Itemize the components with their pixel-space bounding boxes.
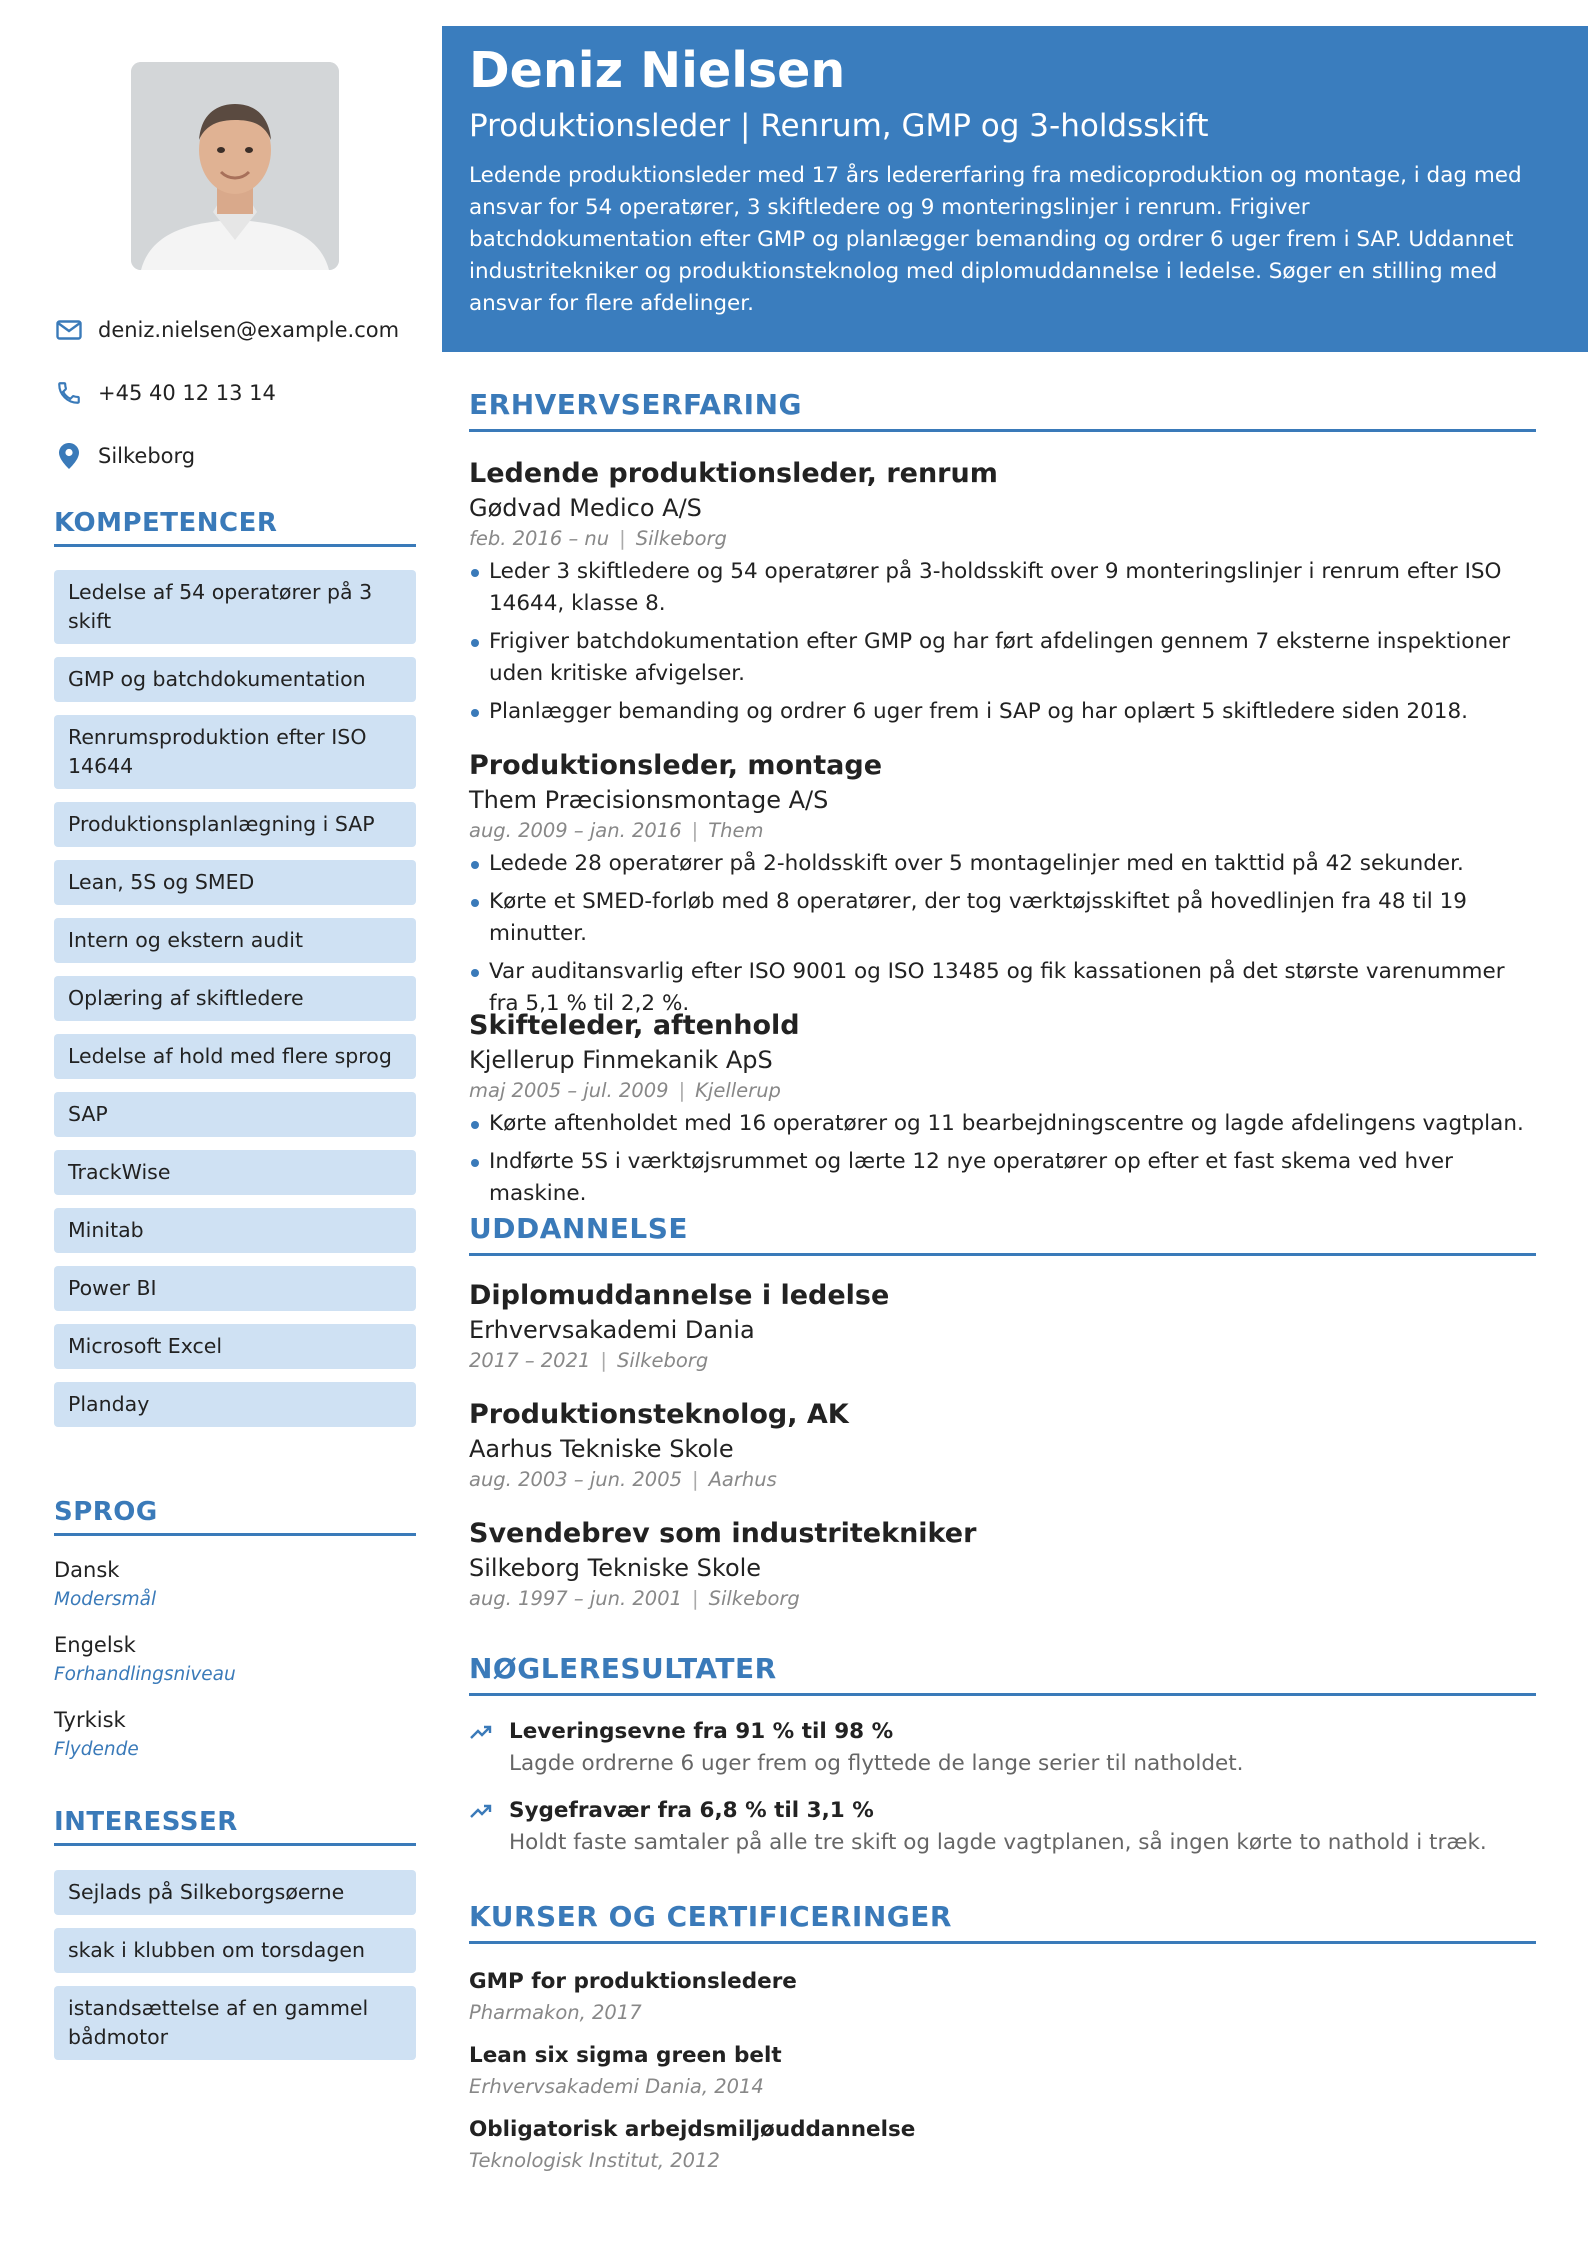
separator: | xyxy=(692,1468,699,1491)
education-period: aug. 1997 – jun. 2001 xyxy=(469,1587,683,1610)
education-place: Aarhus xyxy=(708,1468,777,1491)
experience-heading: ERHVERVSERFARING xyxy=(469,388,1536,432)
language-name: Dansk xyxy=(54,1558,120,1582)
phone-icon xyxy=(54,378,84,408)
languages-heading: SPROG xyxy=(54,1497,416,1536)
header-band xyxy=(442,26,1588,352)
education-title: Svendebrev som industritekniker xyxy=(469,1518,977,1549)
course-meta: Teknologisk Institut, 2012 xyxy=(469,2149,720,2172)
email-text: deniz.nielsen@example.com xyxy=(98,318,400,342)
job-bullet: Kørte aftenholdet med 16 operatører og 11 bearbejdningscentre og lagde afdelingens vagtplan. xyxy=(469,1108,1536,1140)
trending-up-icon xyxy=(469,1801,493,1825)
skill-chip: Produktionsplanlægning i SAP xyxy=(54,802,416,847)
job-entry xyxy=(469,1008,1536,1216)
job-company: Gødvad Medico A/S xyxy=(469,494,702,522)
education-place: Silkeborg xyxy=(616,1349,709,1372)
result-item xyxy=(469,1795,1536,1859)
job-bullet: Ledede 28 operatører på 2-holdsskift over 5 montagelinjer med en takttid på 42 sekunder. xyxy=(469,848,1536,880)
course-item xyxy=(469,1966,1536,2028)
profile-summary: Ledende produktionsleder med 17 års ledererfaring fra medicoproduktion og montage, i dag med ansvar for 54 operatører, 3 skiftledere og 9 monteringslinjer i renrum. Frigiver batchdokumentation efter GMP og planlægger bemanding og ordrer 6 uger frem i SAP. Uddannet industritekniker og produktionsteknolog med diplomuddannelse i ledelse. Søger en stilling med ansvar for flere afdelinger. xyxy=(469,163,1522,316)
skill-chip: Minitab xyxy=(54,1208,416,1253)
separator: | xyxy=(678,1079,686,1102)
interests-list xyxy=(54,1870,416,2073)
education-school: Aarhus Tekniske Skole xyxy=(469,1435,734,1463)
course-title: GMP for produktionsledere xyxy=(469,1969,797,1994)
job-title: Skifteleder, aftenhold xyxy=(469,1010,800,1041)
education-entry xyxy=(469,1278,1536,1376)
contact-location xyxy=(54,436,416,476)
skill-chip: Microsoft Excel xyxy=(54,1324,416,1369)
separator: | xyxy=(619,527,626,550)
course-title: Lean six sigma green belt xyxy=(469,2043,782,2068)
education-meta xyxy=(469,1346,1536,1376)
job-title: Ledende produktionsleder, renrum xyxy=(469,458,998,489)
language-name: Tyrkisk xyxy=(54,1708,126,1732)
education-place: Silkeborg xyxy=(708,1587,800,1610)
result-desc: Holdt faste samtaler på alle tre skift og lagde vagtplanen, så ingen kørte to nathold i træk. xyxy=(509,1830,1487,1855)
result-item xyxy=(469,1716,1536,1780)
skill-chip: TrackWise xyxy=(54,1150,416,1195)
language-level: Forhandlingsniveau xyxy=(54,1664,236,1685)
job-bullet: Var auditansvarlig efter ISO 9001 og ISO 13485 og fik kassationen på det største varenummer fra 5,1 % til 2,2 %. xyxy=(469,956,1536,1020)
job-meta xyxy=(469,816,1536,846)
education-school: Erhvervsakademi Dania xyxy=(469,1316,755,1344)
course-meta: Erhvervsakademi Dania, 2014 xyxy=(469,2075,764,2098)
job-company: Kjellerup Finmekanik ApS xyxy=(469,1046,773,1074)
job-company: Them Præcisionsmontage A/S xyxy=(469,786,829,814)
language-level: Flydende xyxy=(54,1739,139,1760)
education-meta xyxy=(469,1584,1536,1614)
course-title: Obligatorisk arbejdsmiljøuddannelse xyxy=(469,2117,916,2142)
education-heading: UDDANNELSE xyxy=(469,1212,1536,1256)
language-level: Modersmål xyxy=(54,1589,157,1610)
education-title: Produktionsteknolog, AK xyxy=(469,1399,849,1430)
map-pin-icon xyxy=(54,441,84,471)
job-period: maj 2005 – jul. 2009 xyxy=(469,1079,669,1102)
job-entry xyxy=(469,456,1536,734)
interest-chip: Sejlads på Silkeborgsøerne xyxy=(54,1870,416,1915)
job-bullet: Leder 3 skiftledere og 54 operatører på 3-holdsskift over 9 monteringslinjer i renrum efter ISO 14644, klasse 8. xyxy=(469,556,1536,620)
interest-chip: skak i klubben om torsdagen xyxy=(54,1928,416,1973)
skill-chip: Lean, 5S og SMED xyxy=(54,860,416,905)
location-text: Silkeborg xyxy=(98,444,196,468)
separator: | xyxy=(692,1587,699,1610)
education-entry xyxy=(469,1397,1536,1495)
job-period: feb. 2016 – nu xyxy=(469,527,610,550)
skill-chip: Ledelse af hold med flere sprog xyxy=(54,1034,416,1079)
skill-chip: Power BI xyxy=(54,1266,416,1311)
skill-chip: Planday xyxy=(54,1382,416,1427)
job-bullet: Planlægger bemanding og ordrer 6 uger frem i SAP og har oplært 5 skiftledere siden 2018. xyxy=(469,696,1536,728)
skill-chip: Intern og ekstern audit xyxy=(54,918,416,963)
skill-chip: SAP xyxy=(54,1092,416,1137)
job-place: Them xyxy=(708,819,764,842)
job-bullet: Frigiver batchdokumentation efter GMP og har ført afdelingen gennem 7 eksterne inspektioner uden kritiske afvigelser. xyxy=(469,626,1536,690)
results-heading: NØGLERESULTATER xyxy=(469,1652,1536,1696)
skill-chip: Oplæring af skiftledere xyxy=(54,976,416,1021)
skills-heading: KOMPETENCER xyxy=(54,508,416,547)
contact-email[interactable] xyxy=(54,310,416,350)
contact-phone[interactable] xyxy=(54,373,416,413)
language-item xyxy=(54,1555,416,1630)
job-bullet: Kørte et SMED-forløb med 8 operatører, der tog værktøjsskiftet på hovedlinjen fra 48 til 19 minutter. xyxy=(469,886,1536,950)
language-name: Engelsk xyxy=(54,1633,136,1657)
job-meta xyxy=(469,1076,1536,1106)
person-title: Produktionsleder | Renrum, GMP og 3-holdsskift xyxy=(469,108,1209,144)
courses-heading: KURSER OG CERTIFICERINGER xyxy=(469,1900,1536,1944)
job-title: Produktionsleder, montage xyxy=(469,750,883,781)
skill-chip: GMP og batchdokumentation xyxy=(54,657,416,702)
education-school: Silkeborg Tekniske Skole xyxy=(469,1554,762,1582)
job-place: Kjellerup xyxy=(695,1079,781,1102)
language-item xyxy=(54,1630,416,1705)
language-item xyxy=(54,1705,416,1780)
interest-chip: istandsættelse af en gammel bådmotor xyxy=(54,1986,416,2060)
education-title: Diplomuddannelse i ledelse xyxy=(469,1280,890,1311)
course-item xyxy=(469,2040,1536,2102)
skills-list xyxy=(54,570,416,1440)
job-meta xyxy=(469,524,1536,554)
job-bullets xyxy=(469,848,1536,1020)
education-meta xyxy=(469,1465,1536,1495)
education-period: aug. 2003 – jun. 2005 xyxy=(469,1468,683,1491)
course-item xyxy=(469,2114,1536,2176)
job-period: aug. 2009 – jan. 2016 xyxy=(469,819,682,842)
education-entry xyxy=(469,1516,1536,1614)
result-title: Leveringsevne fra 91 % til 98 % xyxy=(509,1719,894,1744)
result-desc: Lagde ordrerne 6 uger frem og flyttede de lange serier til natholdet. xyxy=(509,1751,1244,1776)
phone-text: +45 40 12 13 14 xyxy=(98,381,276,405)
skill-chip: Ledelse af 54 operatører på 3 skift xyxy=(54,570,416,644)
languages-list xyxy=(54,1555,416,1780)
skill-chip: Renrumsproduktion efter ISO 14644 xyxy=(54,715,416,789)
job-bullet: Indførte 5S i værktøjsrummet og lærte 12 nye operatører op efter et fast skema ved hver maskine. xyxy=(469,1146,1536,1210)
job-entry xyxy=(469,748,1536,1026)
mail-icon xyxy=(54,315,84,345)
education-period: 2017 – 2021 xyxy=(469,1349,591,1372)
job-bullets xyxy=(469,556,1536,728)
separator: | xyxy=(691,819,699,842)
person-name: Deniz Nielsen xyxy=(469,42,846,99)
profile-photo xyxy=(131,62,339,270)
job-place: Silkeborg xyxy=(635,527,727,550)
separator: | xyxy=(600,1349,607,1372)
job-bullets xyxy=(469,1108,1536,1210)
result-title: Sygefravær fra 6,8 % til 3,1 % xyxy=(509,1798,874,1823)
interests-heading: INTERESSER xyxy=(54,1807,416,1846)
course-meta: Pharmakon, 2017 xyxy=(469,2001,642,2024)
trending-up-icon xyxy=(469,1722,493,1746)
